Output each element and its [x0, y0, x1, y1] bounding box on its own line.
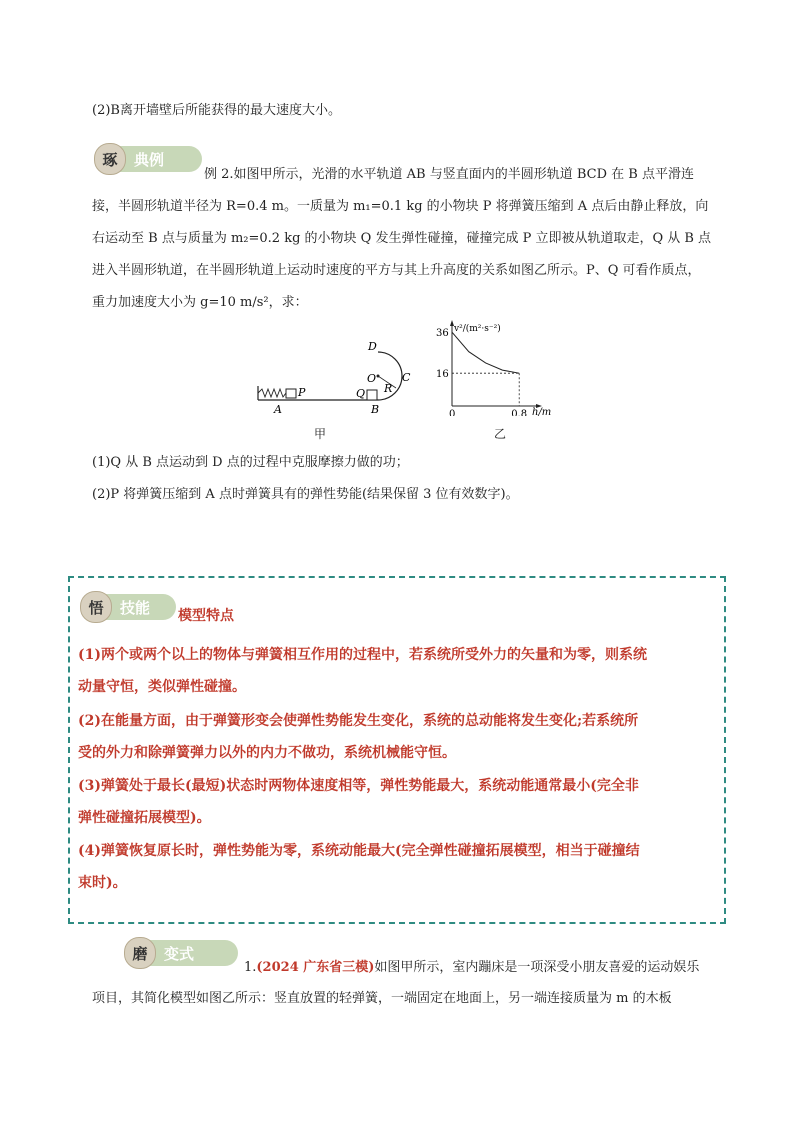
center-dot [377, 375, 380, 378]
previous-question-2: (2)B离开墙壁后所能获得的最大速度大小。 [92, 103, 341, 118]
label-d: D [368, 340, 377, 353]
rule-4-line-a: (4)弹簧恢复原长时，弹性势能为零，系统动能最大(完全弹性碰撞拓展模型，相当于碰撞结 [78, 843, 640, 859]
example-text-line-1: 例 2.如图甲所示，光滑的水平轨道 AB 与竖直面内的半圆形轨道 BCD 在 B 点平滑连 [204, 167, 694, 182]
model-title: 模型特点 [178, 608, 234, 624]
figure-yi-chart [420, 316, 570, 416]
skill-badge-icon: 悟 [80, 591, 112, 623]
variant-text-1: 如图甲所示，室内蹦床是一项深受小朋友喜爱的运动娱乐 [374, 960, 700, 975]
variant-badge [128, 940, 238, 966]
rule-4-line-b: 束时)。 [78, 875, 127, 891]
label-b: B [371, 403, 380, 416]
question-1: (1)Q 从 B 点运动到 D 点的过程中克服摩擦力做的功； [92, 455, 409, 470]
label-c: C [402, 371, 411, 384]
example-text-line-3: 右运动至 B 点与质量为 m₂=0.2 kg 的小物块 Q 发生弹性碰撞，碰撞完成 P 立即被从轨道取走，Q 从 B 点 [92, 231, 712, 246]
y-tick-label: 16 [436, 369, 449, 381]
question-2: (2)P 将弹簧压缩到 A 点时弹簧具有的弹性势能(结果保留 3 位有效数字)。 [92, 487, 519, 502]
label-r: R [384, 382, 393, 395]
rule-3-line-b: 弹性碰撞拓展模型)。 [78, 810, 211, 826]
label-o: O [367, 372, 377, 385]
rule-2-line-b: 受的外力和除弹簧弹力以外的内力不做功，系统机械能守恒。 [78, 745, 456, 761]
example-badge-icon: 琢 [94, 143, 126, 175]
y-axis-label: v²/(m²·s⁻²) [454, 324, 501, 334]
variant-number: 1. [244, 960, 257, 975]
figure-yi-caption: 乙 [494, 427, 507, 441]
series-curve [452, 332, 519, 373]
x-tick-label: 0.8 [511, 409, 528, 416]
spring [258, 389, 286, 397]
example-text-line-5: 重力加速度大小为 g=10 m/s²，求： [92, 295, 308, 310]
example-text-line-4: 进入半圆形轨道，在半圆形轨道上运动时速度的平方与其上升高度的关系如图乙所示。P、Q 可看作质点， [92, 263, 701, 278]
variant-line-2: 项目，其简化模型如图乙所示：竖直放置的轻弹簧，一端固定在地面上，另一端连接质量为 m 的木板 [92, 991, 672, 1006]
skill-badge [84, 594, 176, 620]
label-a: A [274, 403, 282, 416]
figure-jia [250, 330, 440, 445]
rule-2-line-a: (2)在能量方面，由于弹簧形变会使弹性势能发生变化，系统的总动能将发生变化;若系统所 [78, 713, 639, 729]
rule-1-line-b: 动量守恒，类似弹性碰撞。 [78, 679, 246, 695]
block-p [286, 389, 296, 398]
y-tick-label: 36 [436, 328, 449, 340]
variant-line-1 [244, 958, 699, 978]
label-p: P [298, 386, 306, 399]
x-tick-label: 0 [449, 409, 456, 416]
figure-jia-caption: 甲 [314, 427, 327, 441]
example-badge [98, 146, 202, 172]
x-axis-label: h/m [532, 407, 552, 416]
block-q [367, 390, 377, 400]
label-q: Q [356, 387, 366, 400]
rule-3-line-a: (3)弹簧处于最长(最短)状态时两物体速度相等，弹性势能最大，系统动能通常最小(完全非 [78, 778, 639, 794]
rule-1-line-a: (1)两个或两个以上的物体与弹簧相互作用的过程中，若系统所受外力的矢量和为零，则系统 [78, 647, 647, 663]
variant-badge-icon: 磨 [124, 937, 156, 969]
skill-badge-label: 技能 [120, 598, 151, 617]
example-text-line-2: 接，半圆形轨道半径为 R=0.4 m。一质量为 m₁=0.1 kg 的小物块 P 将弹簧压缩到 A 点后由静止释放，向 [92, 199, 709, 214]
variant-badge-label: 变式 [164, 944, 195, 963]
example-badge-label: 典例 [134, 150, 165, 169]
variant-source: (2024 广东省三模) [256, 960, 375, 975]
